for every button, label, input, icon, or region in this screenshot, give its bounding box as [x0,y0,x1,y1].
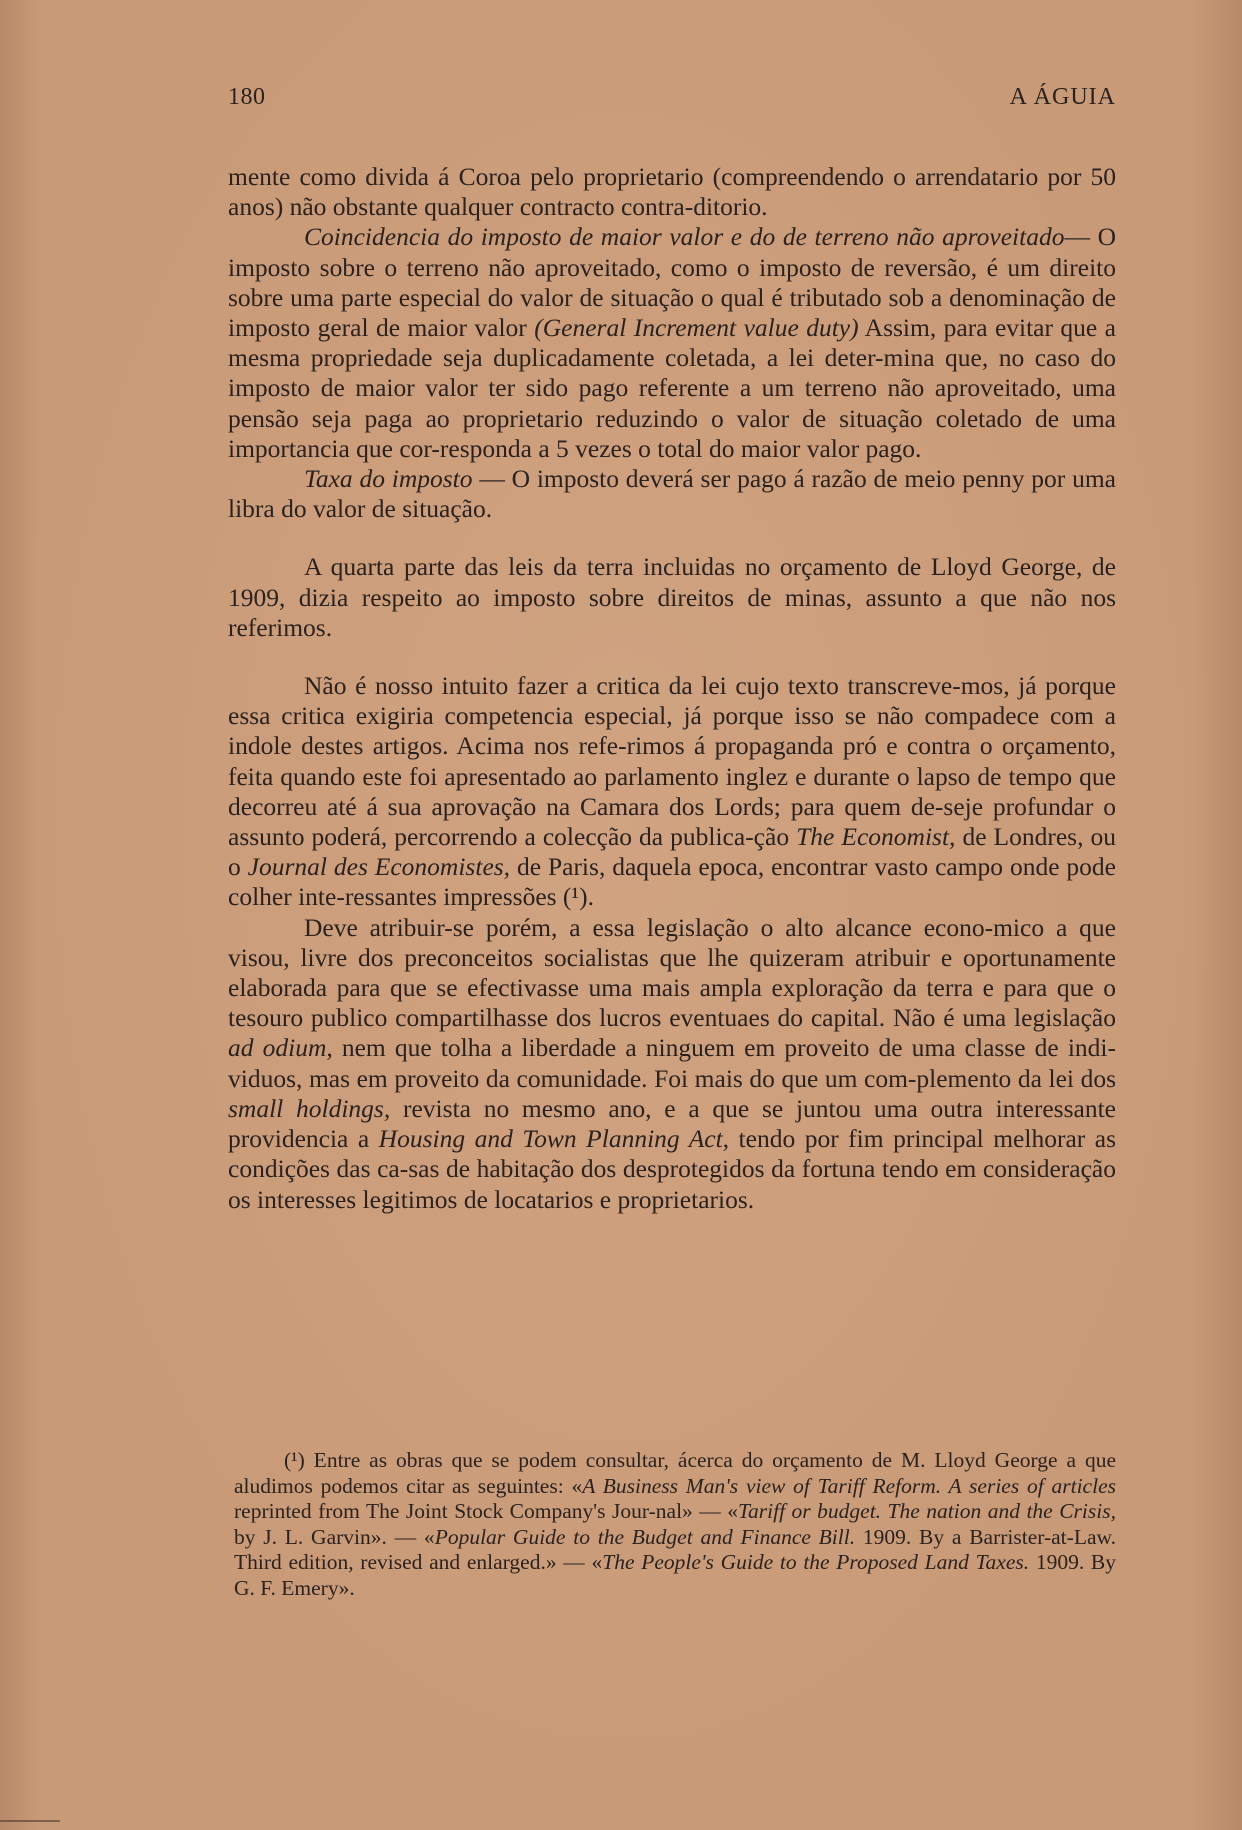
paragraph-quarta-parte [228,552,1116,643]
section-heading: Coincidencia do imposto de maior valor e do de terreno não aproveitado [304,222,1065,252]
journal-title: A ÁGUIA [1009,84,1116,110]
latin-term: ad odium, [228,1033,333,1063]
footnote-text [234,1448,1116,1602]
paragraph-text: nem que tolha a liberdade a ninguem em proveito de uma classe de indi-viduos, mas em proveito da comunidade. Foi mais do que um com-plemento da lei dos [228,1033,1117,1093]
act-title: Housing and Town Planning Act, [378,1124,730,1154]
paragraph-text: tendo por fim principal melhorar as condições das ca-sas de habitação dos desprotegidos da fortuna tendo em consideração os interesses legitimos de locatarios e proprietarios. [228,1124,1116,1214]
paragraph-text: — O imposto sobre o terreno não aproveitado, como o imposto de reversão, é um direito sobre uma parte especial do valor de situação o qual é tributado sob a denominação de imposto geral de maior valor [228,222,1116,343]
paragraph-text: de Londres, ou o [228,822,1116,882]
scan-edge-mark [0,1820,60,1822]
publication-title: Journal des Economistes, [247,852,511,882]
paragraph-legislacao [228,913,1116,1215]
page-number: 180 [228,84,266,110]
paragraph-continuation [228,162,1116,222]
paragraph-taxa [228,464,1116,524]
footnote-segment: 1909. By G. F. Emery». [234,1550,1117,1600]
english-term: small holdings, [228,1093,391,1123]
work-title: A Business Man's view of Tariff Reform. A series of articles [582,1473,1116,1498]
section-heading: Taxa do imposto [304,464,473,494]
footnote [234,1448,1116,1602]
paragraph-text: Não é nosso intuito fazer a critica da lei cujo texto transcreve-mos, já porque essa critica exigiria competencia especial, já porque isso se não compadece com a indole destes artigos. Acima nos refe-rimos á propaganda pró e contra o orçamento, feita quando este foi apresentado ao parlamento inglez e durante o lapso de tempo que decorreu até á sua aprovação na Camara dos Lords; para quem de-seje profundar o assunto poderá, percorrendo a colecção da publica-ção [228,671,1116,852]
publication-title: The Economist, [796,822,956,852]
paragraph-coincidencia [228,222,1116,464]
paragraph-text: de Paris, daquela epoca, encontrar vasto campo onde pode colher inte-ressantes impressões (¹). [228,852,1116,912]
paragraph-text: Assim, para evitar que a mesma propriedade seja duplicadamente coletada, a lei deter-mina que, no caso do imposto de maior valor ter sido pago referente a um terreno não aproveitado, uma pensão seja paga ao proprietario reduzindo o valor de situação coletado de uma importancia que cor-responda a 5 vezes o total do maior valor pago. [228,313,1116,463]
work-title: The People's Guide to the Proposed Land Taxes. [602,1550,1030,1575]
paragraph-text: — O imposto deverá ser pago á razão de meio penny por uma libra do valor de situação. [228,464,1116,524]
footnote-segment: by J. L. Garvin». — « [234,1524,435,1549]
english-term: (General Increment value duty) [534,313,859,343]
paragraph-text: A quarta parte das leis da terra incluidas no orçamento de Lloyd George, de 1909, dizia respeito ao imposto sobre direitos de minas, assunto a que não nos referimos. [228,552,1116,642]
footnote-marker: (¹) [284,1448,305,1472]
footnote-segment: 1909. By a Barrister-at-Law. Third edition, revised and enlarged.» — « [234,1524,1117,1575]
running-head [228,84,1116,118]
paragraph-text: revista no mesmo ano, e a que se juntou uma outra interessante providencia a [228,1093,1117,1154]
paragraph-text: Deve atribuir-se porém, a essa legislação o alto alcance econo-mico a que visou, livre dos preconceitos socialistas que lhe quizeram atribuir e oportunamente elaborada para que se efectivasse uma mais ampla exploração da terra e para que o tesouro publico compartilhasse dos lucros eventuaes do capital. Não é uma legislação [228,912,1116,1033]
body-text [228,162,1116,1215]
footnote-segment: Entre as obras que se podem consultar, ácerca do orçamento de M. Lloyd George a que aludimos podemos citar as seguintes: « [234,1448,1116,1498]
work-title: Popular Guide to the Budget and Finance Bill. [434,1524,856,1549]
paragraph-text: mente como divida á Coroa pelo proprietario (compreendendo o arrendatario por 50 anos) não obstante qualquer contracto contra-ditorio. [228,162,1116,222]
work-title: Tariff or budget. The nation and the Crisis, [738,1499,1116,1524]
footnote-segment: reprinted from The Joint Stock Company's Jour-nal» — « [234,1499,739,1524]
paragraph-critica [228,671,1116,913]
